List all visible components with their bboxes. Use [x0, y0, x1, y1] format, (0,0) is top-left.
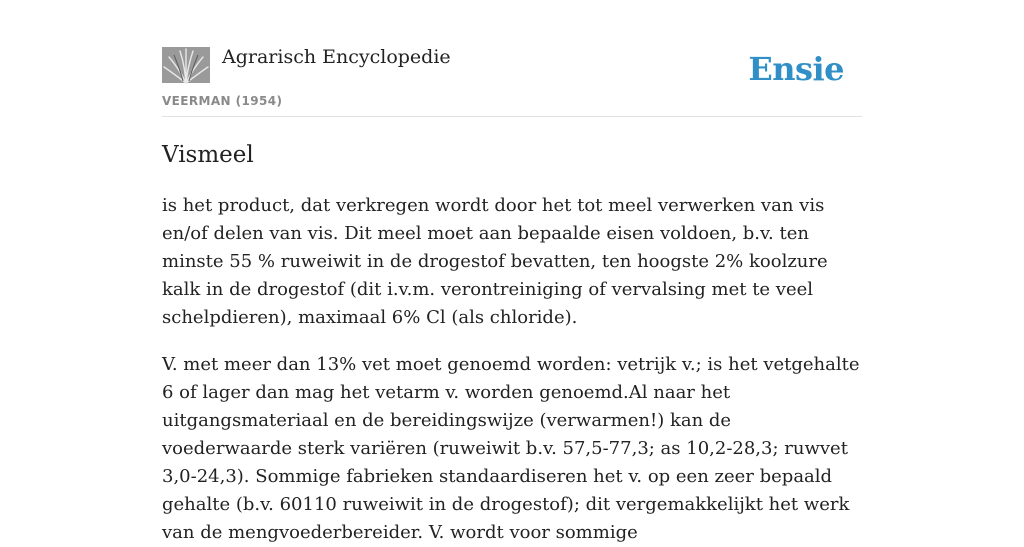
article	[162, 138, 862, 547]
source-subtitle: VEERMAN (1954)	[162, 94, 283, 108]
wheat-icon[interactable]	[162, 47, 210, 83]
article-title: Vismeel	[162, 142, 254, 168]
brand-logo[interactable]: Ensie	[748, 50, 844, 88]
article-paragraph: is het product, dat verkregen wordt door het tot meel verwerken van vis en/of delen van vis. Dit meel moet aan bepaalde eisen voldoen, b.v. ten minste 55 % ruweiwit in de drogestof bevatten, ten hoogste 2% koolzure kalk in de drogestof (dit i.v.m. verontreiniging of vervalsing met te veel schelpdieren), maximaal 6% Cl (als chloride).	[162, 195, 828, 328]
article-paragraph: V. met meer dan 13% vet moet genoemd worden: vetrijk v.; is het vetgehalte 6 of lager dan mag het vetarm v. worden genoemd.Al naar het uitgangsmateriaal en de bereidingswijze (verwarmen!) kan de voederwaarde sterk variëren (ruweiwit b.v. 57,5-77,3; as 10,2-28,3; ruwvet 3,0-24,3). Sommige fabrieken standaardiseren het v. op een zeer bepaald gehalte (b.v. 60110 ruweiwit in de drogestof); dit vergemakkelijkt het werk van de mengvoederbereider. V. wordt voor sommige	[162, 354, 860, 543]
source-header	[162, 44, 862, 117]
source-title[interactable]: Agrarisch Encyclopedie	[222, 46, 451, 68]
